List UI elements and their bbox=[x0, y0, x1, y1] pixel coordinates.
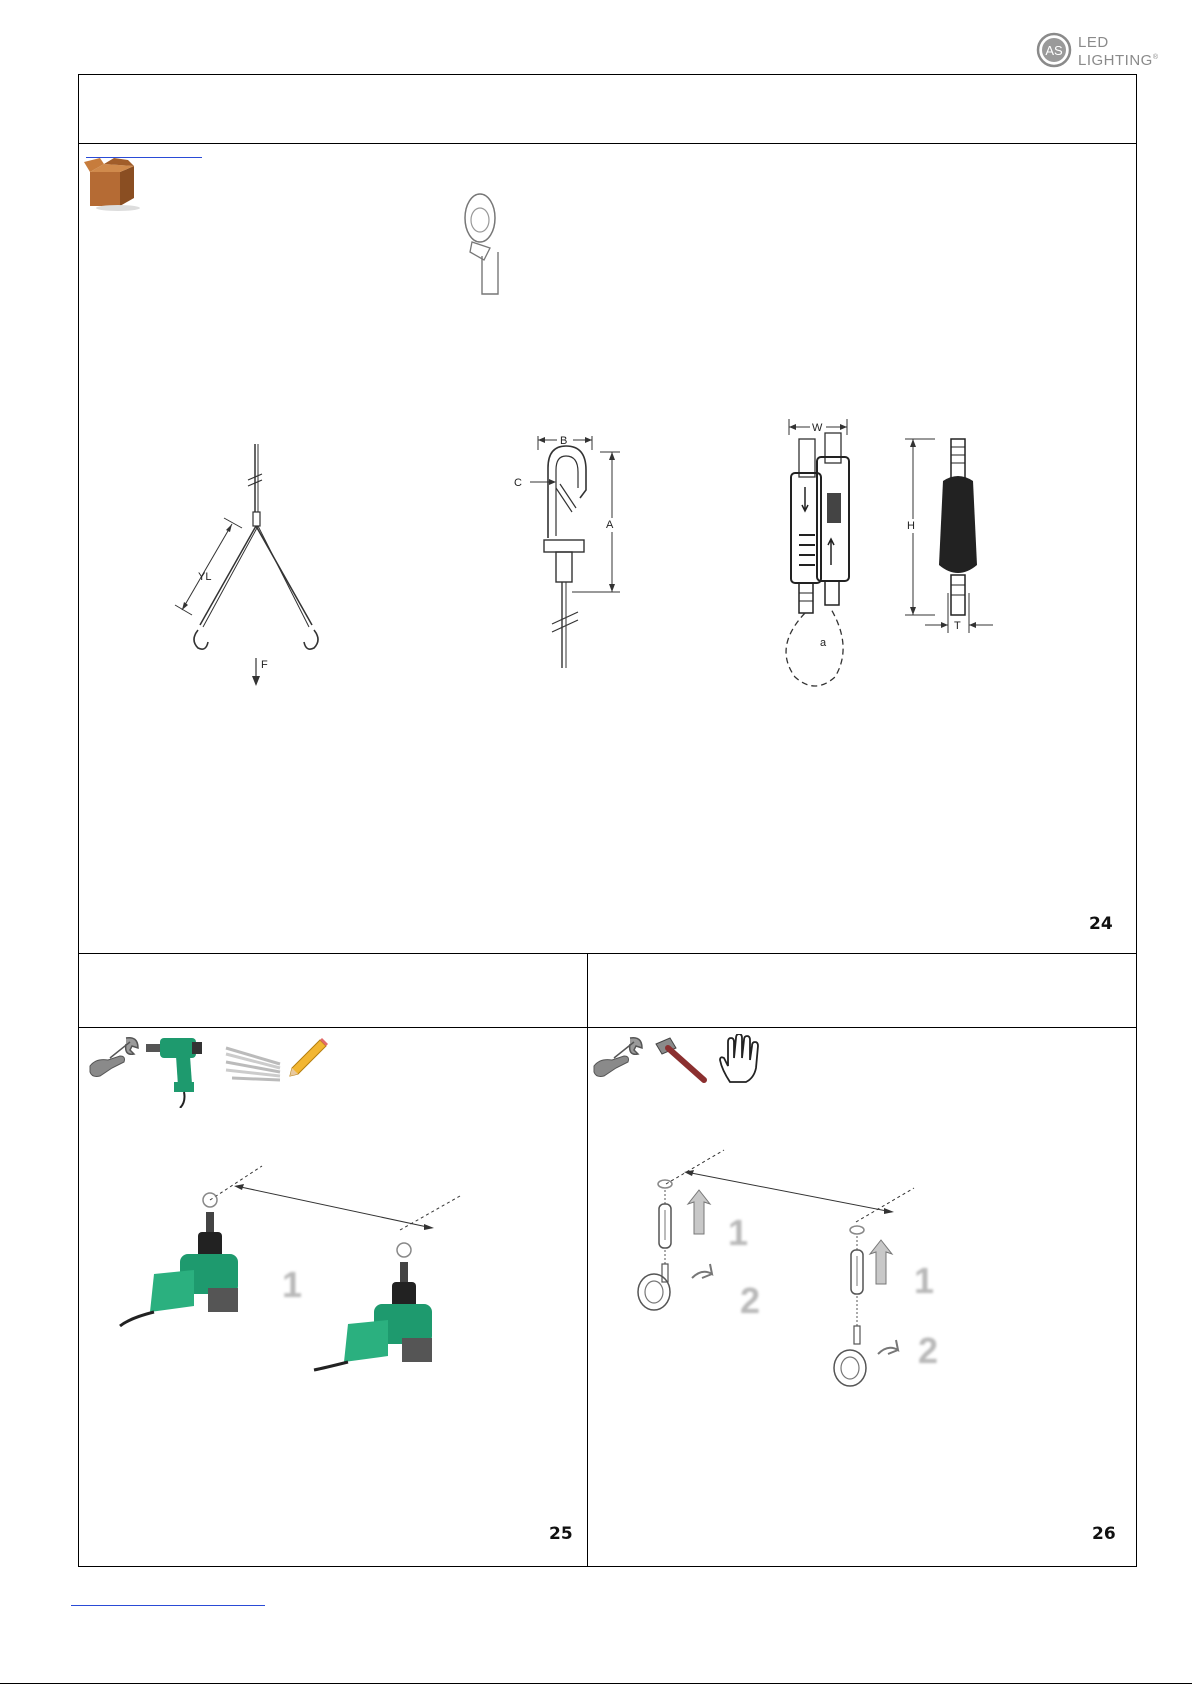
label-b: B bbox=[560, 435, 568, 447]
wrench-hand-icon bbox=[86, 1036, 142, 1082]
step-number-1a: 1 bbox=[728, 1212, 749, 1253]
step-number-2b: 2 bbox=[918, 1330, 939, 1371]
wrench-hand-icon bbox=[590, 1036, 646, 1082]
pencil-icon bbox=[286, 1036, 330, 1080]
hammer-icon bbox=[652, 1036, 708, 1084]
label-a-lower: a bbox=[820, 637, 827, 649]
cardboard-box-icon bbox=[84, 158, 142, 214]
link-underline-footer[interactable] bbox=[71, 1605, 265, 1606]
power-drill-icon bbox=[146, 1034, 208, 1108]
hand-icon bbox=[716, 1034, 764, 1084]
section-divider bbox=[78, 953, 1137, 954]
logo-badge-icon bbox=[1036, 32, 1074, 70]
page-bottom-edge bbox=[0, 1683, 1192, 1684]
hook-dimension-drawing bbox=[500, 428, 640, 670]
anchor-install-drawing bbox=[630, 1140, 930, 1400]
drill-1 bbox=[120, 1212, 238, 1326]
drill-bits-icon bbox=[222, 1044, 284, 1084]
label-yl: YL bbox=[198, 571, 212, 583]
page-number-25: 25 bbox=[549, 1524, 573, 1544]
step-number-1b: 1 bbox=[914, 1260, 935, 1301]
step-number-1: 1 bbox=[282, 1264, 303, 1305]
header-divider-bottom bbox=[78, 1027, 1137, 1028]
label-f: F bbox=[261, 659, 268, 671]
label-w: W bbox=[812, 422, 823, 434]
drill-2 bbox=[314, 1262, 432, 1370]
label-h: H bbox=[907, 520, 915, 532]
label-a-upper: A bbox=[606, 519, 614, 531]
anchor-2 bbox=[834, 1236, 898, 1386]
svg-text:AS: AS bbox=[1045, 43, 1063, 58]
y-sling-drawing bbox=[170, 440, 340, 690]
step-number-2a: 2 bbox=[740, 1280, 761, 1321]
brand-logo bbox=[1036, 32, 1159, 70]
logo-line1: LED bbox=[1078, 34, 1109, 51]
label-c: C bbox=[514, 477, 522, 489]
column-divider bbox=[587, 953, 588, 1567]
wire-gripper-drawing bbox=[775, 415, 1005, 695]
logo-line2: LIGHTING bbox=[1078, 52, 1153, 69]
logo-mark: ® bbox=[1152, 54, 1159, 61]
page-number-26: 26 bbox=[1092, 1524, 1116, 1544]
label-t: T bbox=[954, 620, 961, 632]
page-number-24: 24 bbox=[1089, 914, 1113, 934]
anchor-1 bbox=[638, 1190, 712, 1310]
header-divider-top bbox=[78, 143, 1137, 144]
eye-bolt-drawing bbox=[458, 190, 508, 300]
